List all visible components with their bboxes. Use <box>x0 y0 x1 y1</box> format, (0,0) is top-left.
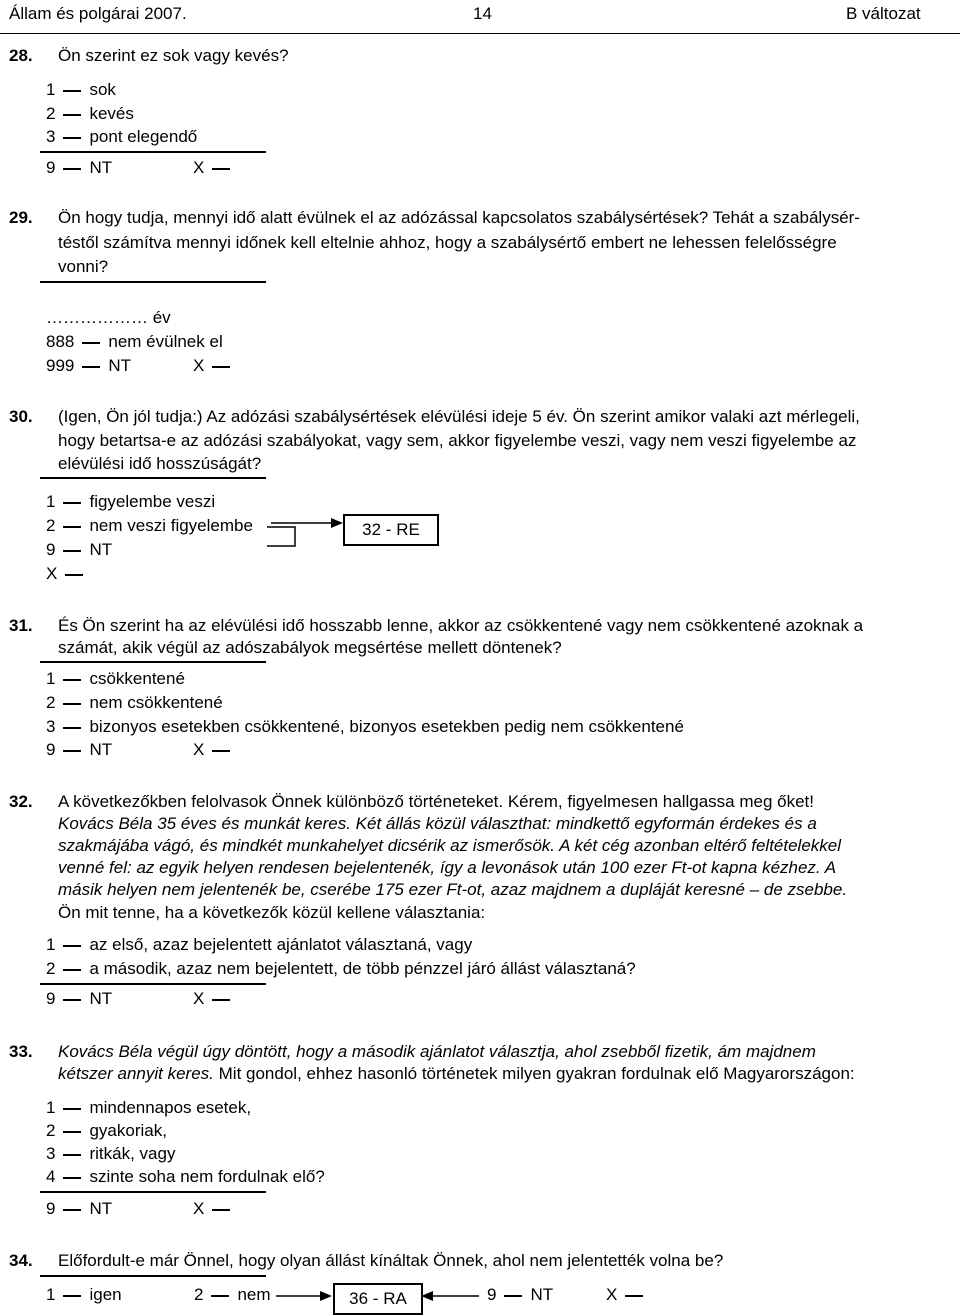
question-text-line <box>58 1063 855 1085</box>
option-code: 1 <box>46 669 56 688</box>
option-label: NT <box>89 989 113 1008</box>
nt-option[interactable] <box>487 1284 553 1306</box>
story-text-line: másik helyen nem jelentenék be, cserébe 175 ezer Ft-ot, azaz majdnem a dupláját keresné – de zsebbe. <box>58 880 848 899</box>
dash-mark <box>63 1131 81 1133</box>
x-option[interactable] <box>193 355 238 377</box>
option-label: gyakoriak, <box>89 1121 167 1140</box>
answer-option[interactable] <box>46 1143 175 1165</box>
page-number: 14 <box>473 4 492 23</box>
answer-option[interactable] <box>46 1120 167 1142</box>
answer-option[interactable] <box>46 103 134 125</box>
nt-option[interactable] <box>46 988 112 1010</box>
story-text-line: venné fel: az egyik helyen rendesen bejelentenék, így a levonások után 100 ezer Ft-ot kapna kézhez. A <box>58 858 837 877</box>
option-label: X <box>193 356 205 375</box>
option-label: csökkentené <box>89 669 185 688</box>
option-label: nem veszi figyelembe <box>89 516 253 535</box>
separator-line <box>40 983 266 985</box>
x-option[interactable] <box>606 1284 651 1306</box>
option-code: 1 <box>46 492 56 511</box>
question-number: 29. <box>9 208 33 227</box>
option-label: szinte soha nem fordulnak elő? <box>89 1167 325 1186</box>
answer-option[interactable] <box>46 1284 122 1306</box>
x-option[interactable] <box>193 739 238 761</box>
dash-mark <box>63 1209 81 1211</box>
header-left: Állam és polgárai 2007. <box>9 4 187 23</box>
answer-input-years[interactable]: ……………… év <box>46 308 171 327</box>
question-text: Ön szerint ez sok vagy kevés? <box>58 46 289 65</box>
question-text-line: hogy betartsa-e az adózási szabályokat, vagy sem, akkor figyelembe veszi, vagy nem veszi figyelembe az <box>58 431 857 450</box>
option-code: 1 <box>46 1098 56 1117</box>
jump-box: 32 - RE <box>343 514 439 546</box>
arrow-right-icon <box>274 1290 334 1302</box>
option-label: X <box>193 740 205 759</box>
dash-mark <box>212 366 230 368</box>
question-text-line: téstől számítva mennyi időnek kell eltelnie ahhoz, hogy a szabálysértő embert ne lehessen felelősségre <box>58 233 837 252</box>
nt-option[interactable] <box>46 1198 112 1220</box>
dash-mark <box>63 750 81 752</box>
answer-option[interactable] <box>46 934 472 956</box>
option-code: 9 <box>46 989 56 1008</box>
option-label: kevés <box>89 104 134 123</box>
option-code: 2 <box>46 516 56 535</box>
option-label: nem <box>237 1285 271 1304</box>
nt-option[interactable] <box>46 355 131 377</box>
separator-line <box>40 1275 266 1277</box>
option-label: sok <box>89 80 116 99</box>
question-text-line: (Igen, Ön jól tudja:) Az adózási szabálysértések elévülési ideje 5 év. Ön szerint amikor valaki azt mérlegeli, <box>58 407 860 426</box>
header-right: B változat <box>846 4 921 23</box>
option-code: 9 <box>46 540 56 559</box>
option-label: mindennapos esetek, <box>89 1098 252 1117</box>
jump-box: 36 - RA <box>333 1283 423 1315</box>
option-code: 9 <box>46 1199 56 1218</box>
option-label: igen <box>89 1285 122 1304</box>
dash-mark <box>82 366 100 368</box>
dash-mark <box>63 999 81 1001</box>
question-text-line: És Ön szerint ha az elévülési idő hosszabb lenne, akkor az csökkentené vagy nem csökkentené azoknak a <box>58 616 864 635</box>
question-text-line: Ön mit tenne, ha a következők közül kellene választania: <box>58 903 486 922</box>
option-label: NT <box>530 1285 554 1304</box>
dash-mark <box>211 1295 229 1297</box>
answer-option[interactable] <box>46 668 185 690</box>
option-label: NT <box>108 356 132 375</box>
question-text-line: vonni? <box>58 257 109 276</box>
question-number: 33. <box>9 1042 33 1061</box>
dash-mark <box>212 999 230 1001</box>
dash-mark <box>63 945 81 947</box>
option-label: a második, azaz nem bejelentett, de több pénzzel járó állást választaná? <box>89 959 636 978</box>
answer-option[interactable] <box>46 515 253 537</box>
dash-mark <box>63 1295 81 1297</box>
option-label: pont elegendő <box>89 127 198 146</box>
story-text: kétszer annyit keres. <box>58 1064 214 1083</box>
dash-mark <box>63 679 81 681</box>
option-label: X <box>193 1199 205 1218</box>
separator-line <box>40 151 266 153</box>
option-label: az első, azaz bejelentett ajánlatot választaná, vagy <box>89 935 473 954</box>
option-code: 3 <box>46 1144 56 1163</box>
option-code: 1 <box>46 935 56 954</box>
option-label: figyelembe veszi <box>89 492 216 511</box>
option-code: 2 <box>194 1285 204 1304</box>
dash-mark <box>63 502 81 504</box>
dash-mark <box>63 526 81 528</box>
dash-mark <box>63 1177 81 1179</box>
answer-option[interactable] <box>46 716 684 738</box>
dash-mark <box>212 168 230 170</box>
answer-option[interactable] <box>46 79 116 101</box>
dash-mark <box>63 727 81 729</box>
question-text-line: számát, akik végül az adószabályok megsértése mellett döntenek? <box>58 638 562 657</box>
dash-mark <box>504 1295 522 1297</box>
option-label: ritkák, vagy <box>89 1144 176 1163</box>
answer-option[interactable] <box>46 692 223 714</box>
question-number: 30. <box>9 407 33 426</box>
option-label: nem évülnek el <box>108 332 223 351</box>
question-text-line: elévülési idő hosszúságát? <box>58 454 262 473</box>
x-option[interactable] <box>193 988 238 1010</box>
nt-option[interactable] <box>46 739 112 761</box>
option-label: NT <box>89 740 113 759</box>
dash-mark <box>63 114 81 116</box>
dash-mark <box>63 90 81 92</box>
option-label: bizonyos esetekben csökkentené, bizonyos esetekben pedig nem csökkentené <box>89 717 684 736</box>
question-text-line: Ön hogy tudja, mennyi idő alatt évülnek el az adózással kapcsolatos szabálysértések? Tehát a szabálysér- <box>58 208 860 227</box>
bracket-arrow-icon <box>265 515 345 550</box>
separator-line <box>40 661 266 663</box>
x-option[interactable] <box>46 563 91 585</box>
option-code: 888 <box>46 332 75 351</box>
option-label: X <box>46 564 58 583</box>
dash-mark <box>63 1108 81 1110</box>
option-label: X <box>606 1285 618 1304</box>
question-text-line: A következőkben felolvasok Önnek különböző történeteket. Kérem, figyelmesen hallgassa meg őket! <box>58 792 814 811</box>
option-label: X <box>193 158 205 177</box>
option-code: 9 <box>46 740 56 759</box>
answer-option[interactable] <box>194 1284 271 1306</box>
option-code: 3 <box>46 127 56 146</box>
dash-mark <box>212 1209 230 1211</box>
option-label: NT <box>89 1199 113 1218</box>
dash-mark <box>63 137 81 139</box>
nt-option[interactable] <box>46 539 112 561</box>
separator-line <box>40 281 266 283</box>
option-code: 4 <box>46 1167 56 1186</box>
option-code: 3 <box>46 717 56 736</box>
x-option[interactable] <box>193 157 238 179</box>
option-label: nem csökkentené <box>89 693 223 712</box>
answer-option[interactable] <box>46 1166 325 1188</box>
dash-mark <box>63 168 81 170</box>
option-code: 9 <box>46 158 56 177</box>
option-label: X <box>193 989 205 1008</box>
option-label: NT <box>89 540 113 559</box>
option-code: 2 <box>46 1121 56 1140</box>
separator-line <box>40 477 266 479</box>
option-code: 999 <box>46 356 75 375</box>
x-option[interactable] <box>193 1198 238 1220</box>
option-code: 2 <box>46 104 56 123</box>
option-code: 9 <box>487 1285 497 1304</box>
dash-mark <box>63 703 81 705</box>
nt-option[interactable] <box>46 157 112 179</box>
answer-option[interactable] <box>46 958 636 980</box>
arrow-left-icon <box>419 1290 481 1302</box>
question-number: 32. <box>9 792 33 811</box>
separator-line <box>40 1191 266 1193</box>
dash-mark <box>82 342 100 344</box>
answer-option[interactable] <box>46 331 223 353</box>
dash-mark <box>63 969 81 971</box>
question-text: Mit gondol, ehhez hasonló történetek milyen gyakran fordulnak elő Magyarországon: <box>218 1064 855 1083</box>
option-code: 2 <box>46 693 56 712</box>
dash-mark <box>65 574 83 576</box>
question-text: Előfordult-e már Önnel, hogy olyan állást kínáltak Önnek, ahol nem jelentették volna be? <box>58 1251 724 1270</box>
dash-mark <box>625 1295 643 1297</box>
story-text-line: szakmájába vágó, és mindkét munkahelyet dicsérik az ismerősök. A két cég azonban eltérő feltételekkel <box>58 836 842 855</box>
answer-option[interactable] <box>46 126 197 148</box>
story-text-line: Kovács Béla 35 éves és munkát keres. Két állás közül választhat: mindkettő egyformán érdekes és a <box>58 814 817 833</box>
header-rule <box>0 33 960 34</box>
answer-option[interactable] <box>46 491 215 513</box>
option-label: NT <box>89 158 113 177</box>
option-code: 1 <box>46 1285 56 1304</box>
dash-mark <box>63 550 81 552</box>
option-code: 1 <box>46 80 56 99</box>
dash-mark <box>212 750 230 752</box>
option-code: 2 <box>46 959 56 978</box>
question-number: 34. <box>9 1251 33 1270</box>
story-text-line: Kovács Béla végül úgy döntött, hogy a második ajánlatot választja, ahol zsebből fizetik, ám majdnem <box>58 1042 816 1061</box>
question-number: 31. <box>9 616 33 635</box>
dash-mark <box>63 1154 81 1156</box>
question-number: 28. <box>9 46 33 65</box>
answer-option[interactable] <box>46 1097 251 1119</box>
